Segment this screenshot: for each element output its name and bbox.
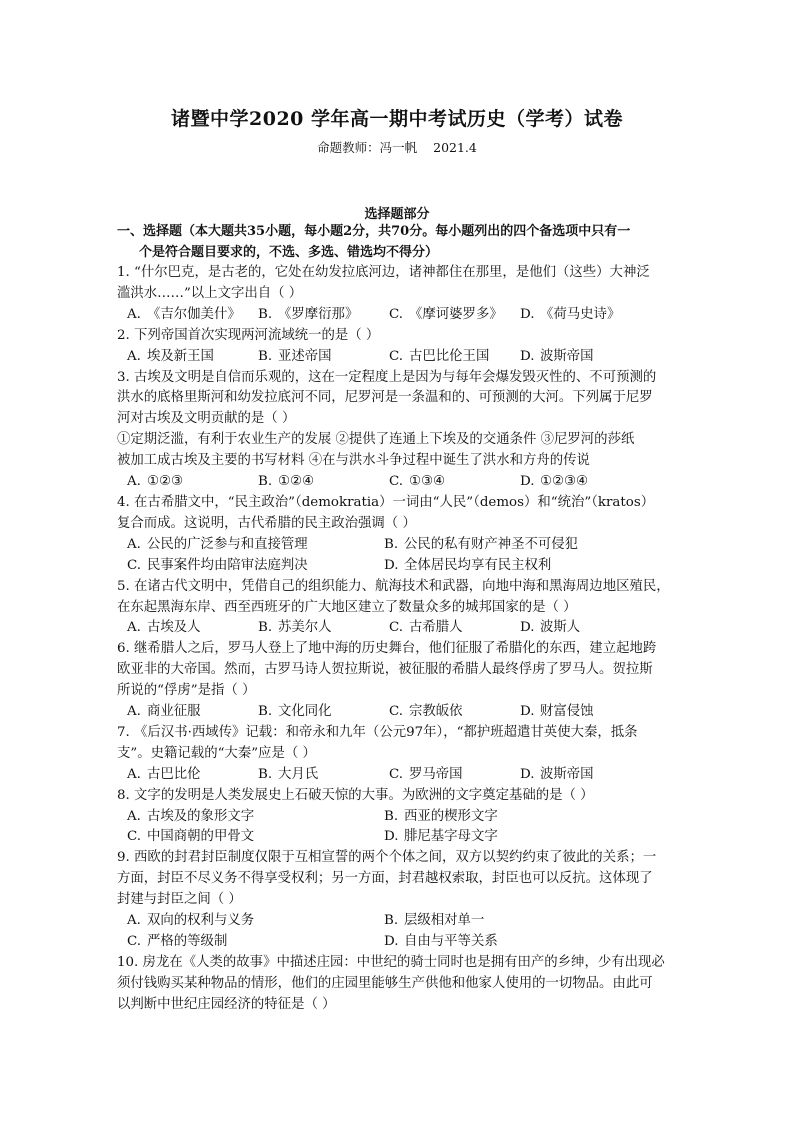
option-letter: B. [258,474,273,490]
option-letter: B. [384,913,399,929]
option-letter: B. [258,766,273,782]
option-letter: A. [127,306,141,322]
option-text: 波斯帝国 [540,766,594,782]
option-text: 严格的等级制 [147,934,228,949]
question-2 [117,326,683,368]
option-letter: C. [389,766,404,782]
answer-option [389,618,520,639]
instructions-line: 个是符合题目要求的，不选、多选、错选均不得分） [139,245,439,260]
option-letter: C. [127,829,142,845]
question-6 [117,639,683,723]
answer-option [520,618,651,639]
options-row [117,807,683,828]
option-text: ①②③④ [540,474,589,490]
option-letter: A. [127,348,141,364]
option-text: 《罗摩衍那》 [278,306,359,322]
exam-author-line [0,138,794,156]
option-letter: B. [258,306,273,322]
instructions-line: 一、选择题（本大题共35小题，每小题2分，共70分。每小题列出的四个备选项中只有一 [117,224,631,239]
answer-option [384,807,641,828]
option-letter: D. [520,620,535,636]
answer-option [258,305,389,326]
option-letter: A. [127,704,141,720]
answer-option [127,911,384,932]
option-letter: D. [384,829,399,845]
answer-option [520,702,651,723]
option-text: 罗马帝国 [409,766,463,782]
question-text-line: 7. 《后汉书·西域传》记载：和帝永和九年（公元97年），“都护班超遣甘英使大秦，抵条 [117,724,638,740]
option-letter: A. [127,536,141,552]
answer-option [258,618,389,639]
option-letter: D. [520,348,535,364]
answer-option [258,702,389,723]
question-7 [117,723,683,786]
option-text: 波斯帝国 [540,348,594,364]
answer-option [258,472,389,493]
answer-option [258,765,389,786]
option-letter: D. [520,474,535,490]
answer-option [389,702,520,723]
question-text-line: 9. 西欧的封君封臣制度仅限于互相宣誓的两个个体之间，双方以契约约束了彼此的关系；一 [117,850,657,866]
question-text-line: 所说的“俘虏”是指（ ） [117,683,256,699]
option-letter: B. [258,704,273,720]
option-text: 大月氏 [278,766,319,782]
option-letter: D. [520,766,535,782]
answer-option [127,807,384,828]
option-text: 《吉尔伽美什》 [147,306,241,322]
answer-option [520,347,651,368]
question-text-line: 4. 在古希腊文中，“民主政治”（demokratia）一词由“人民”（demos）和“统治”（kratos） [117,494,655,510]
question-text-line: 被加工成古埃及主要的书写材料 ④在与洪水斗争过程中诞生了洪水和方舟的传说 [117,453,590,469]
option-text: 古埃及人 [147,620,201,636]
option-text: 古巴比伦王国 [409,348,490,364]
question-8 [117,786,683,849]
answer-option [127,618,258,639]
answer-option [389,347,520,368]
section-instructions [117,221,683,263]
question-9 [117,848,683,953]
answer-option [520,765,651,786]
question-text-line: 10. 房龙在《人类的故事》中描述庄园：中世纪的骑士同时也是拥有田产的乡绅，少有出现必 [117,954,665,970]
question-text-line: 在东起黑海东岸、西至西班牙的广大地区建立了数量众多的城邦国家的是（ ） [117,599,577,615]
option-text: 埃及新王国 [147,348,214,364]
option-letter: C. [389,474,404,490]
answer-option [258,347,389,368]
option-text: 商业征服 [147,704,201,720]
option-text: 古埃及的象形文字 [147,808,255,824]
answer-option [389,472,520,493]
author-label: 命题教师：冯一帆 [317,140,418,155]
options-row [117,618,683,639]
option-letter: D. [384,557,399,573]
question-text-line: 2. 下列帝国首次实现两河流域统一的是（ ） [117,327,380,343]
answer-option [127,305,258,326]
option-text: 公民的私有财产神圣不可侵犯 [404,536,579,552]
option-letter: C. [389,306,404,322]
question-text-line: 5. 在诸古代文明中，凭借自己的组织能力、航海技术和武器，向地中海和黑海周边地区殖民， [117,578,670,594]
option-text: 民事案件均由陪审法庭判决 [147,557,308,573]
option-letter: C. [389,620,404,636]
answer-option [389,305,520,326]
option-text: 公民的广泛参与和直接管理 [147,536,308,552]
answer-option [520,305,651,326]
option-text: ①③④ [409,474,446,490]
option-letter: D. [384,934,399,949]
option-letter: B. [258,348,273,364]
option-letter: B. [258,620,273,636]
option-text: 亚述帝国 [278,348,332,364]
option-text: 古巴比伦 [147,766,201,782]
option-text: 层级相对单一 [404,913,485,929]
option-text: 古希腊人 [409,620,463,636]
option-letter: A. [127,913,141,929]
option-text: 《摩诃婆罗多》 [409,306,503,322]
option-text: 全体居民均享有民主权利 [404,557,552,573]
option-letter: B. [384,536,399,552]
question-text-line: 河对古埃及文明贡献的是（ ） [117,411,296,427]
answer-option [520,472,651,493]
options-row [117,305,683,326]
option-text: 双向的权利与义务 [147,913,255,929]
exam-date: 2021.4 [433,140,477,155]
option-text: ①②④ [278,474,315,490]
option-letter: C. [389,704,404,720]
question-list [117,263,683,1016]
question-text-line: 支”。史籍记载的“大秦”应是（ ） [117,745,316,761]
question-4 [117,493,683,577]
answer-option [127,765,258,786]
exam-title: 诸暨中学2020 学年高一期中考试历史（学考）试卷 [171,108,623,130]
options-row [117,472,683,493]
question-text-line: ①定期泛滥，有利于农业生产的发展 ②提供了连通上下埃及的交通条件 ③尼罗河的莎纸 [117,432,635,448]
options-row [117,702,683,723]
option-text: 中国商朝的甲骨文 [147,829,255,845]
option-text: 《荷马史诗》 [540,306,621,322]
question-text-line: 3. 古埃及文明是自信而乐观的，这在一定程度上是因为与每年会爆发毁灭性的、不可预测的 [117,369,657,385]
question-text-line: 6. 继希腊人之后，罗马人登上了地中海的历史舞台，他们征服了希腊化的东西，建立起地跨 [117,641,657,657]
option-text: 苏美尔人 [278,620,332,636]
answer-option [127,702,258,723]
option-letter: C. [389,348,404,364]
option-text: ①②③ [147,474,184,490]
option-letter: A. [127,474,141,490]
section-title: 选择题部分 [364,207,430,222]
answer-option [384,535,641,556]
answer-option [384,556,641,577]
question-text-line: 滥洪水……”以上文字出自（ ） [117,285,303,301]
answer-option [127,472,258,493]
option-text: 腓尼基字母文字 [404,829,498,845]
answer-option [127,535,384,556]
question-text-line: 封建与封臣之间（ ） [117,892,242,908]
answer-option [127,932,384,953]
question-text-line: 须付钱购买某种物品的情形，他们的庄园里能够生产供他和他家人使用的一切物品。由此可 [117,975,653,991]
option-text: 波斯人 [540,620,581,636]
answer-option [127,827,384,848]
option-text: 文化同化 [278,704,332,720]
answer-option [127,556,384,577]
option-text: 宗教皈依 [409,704,463,720]
question-text-line: 以判断中世纪庄园经济的特征是（ ） [117,996,336,1012]
question-text-line: 欧亚非的大帝国。然而，古罗马诗人贺拉斯说，被征服的希腊人最终俘虏了罗马人。贺拉斯 [117,662,653,678]
option-text: 财富侵蚀 [540,704,594,720]
option-text: 自由与平等关系 [404,934,498,949]
question-text-line: 复合而成。这说明，古代希腊的民主政治强调（ ） [117,515,416,531]
options-row [117,932,683,953]
question-text-line: 8. 文字的发明是人类发展史上石破天惊的大事。为欧洲的文字奠定基础的是（ ） [117,787,594,803]
question-text-line: 方面，封臣不尽义务不得享受权利；另一方面，封君越权索取，封臣也可以反抗。这体现了 [117,871,653,887]
options-row [117,827,683,848]
option-letter: A. [127,766,141,782]
question-text-line: 洪水的底格里斯河和幼发拉底河不同，尼罗河是一条温和的、可预测的大河。下列属于尼罗 [117,390,653,406]
options-row [117,556,683,577]
answer-option [127,347,258,368]
options-row [117,535,683,556]
question-3 [117,368,683,493]
answer-option [384,911,641,932]
option-letter: D. [520,306,535,322]
question-1 [117,263,683,326]
option-letter: C. [127,934,142,949]
options-row [117,765,683,786]
option-text: 西亚的楔形文字 [404,808,498,824]
question-5 [117,577,683,640]
option-letter: A. [127,808,141,824]
options-row [117,911,683,932]
option-letter: B. [384,808,399,824]
option-letter: D. [520,704,535,720]
question-text-line: 1. “什尔巴克，是古老的，它处在幼发拉底河边，诸神都住在那里，是他们（这些）大神泛 [117,265,650,280]
answer-option [384,932,641,953]
options-row [117,347,683,368]
option-letter: C. [127,557,142,573]
question-10 [117,953,683,1016]
answer-option [384,827,641,848]
option-letter: A. [127,620,141,636]
answer-option [389,765,520,786]
